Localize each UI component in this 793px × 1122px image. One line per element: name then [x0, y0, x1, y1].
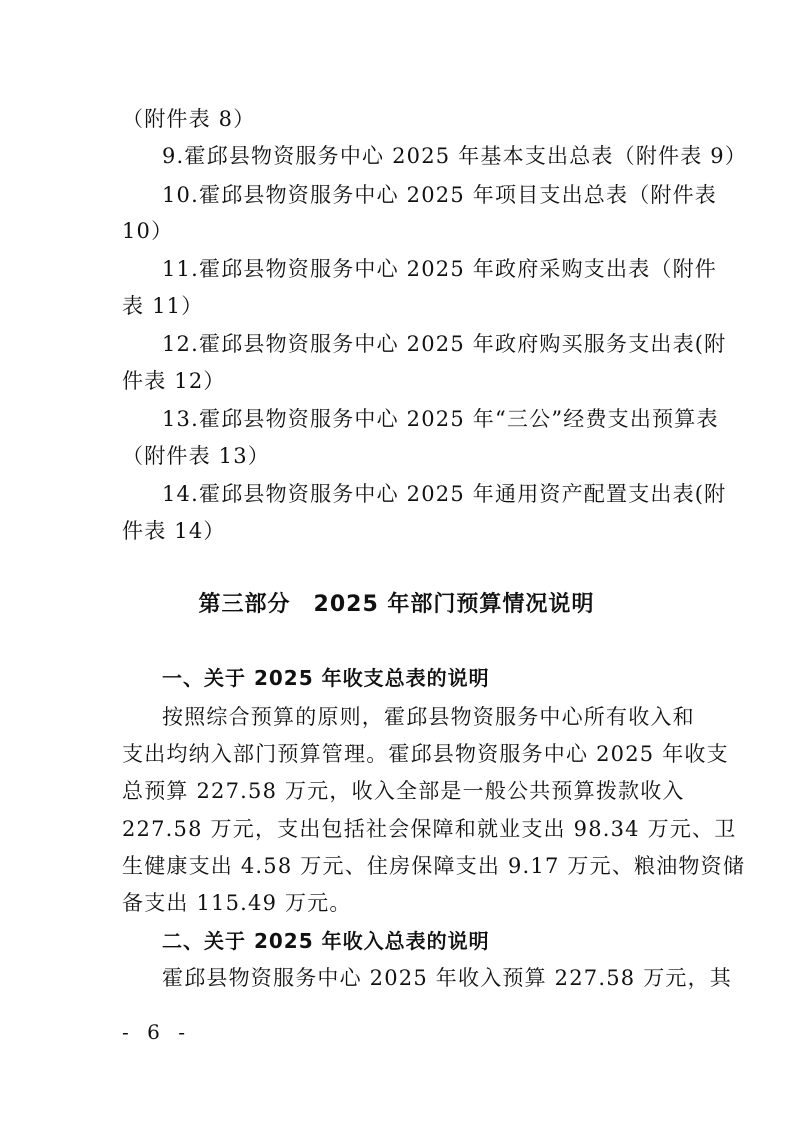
list-line-item-10: 10.霍邱县物资服务中心 2025 年项目支出总表（附件表 — [162, 183, 717, 207]
list-line-attachment-8: （附件表 8） — [122, 107, 256, 131]
part-title: 第三部分 2025 年部门预算情况说明 — [198, 592, 595, 617]
section-1-paragraph-line: 227.58 万元，支出包括社会保障和就业支出 98.34 万元、卫 — [122, 817, 737, 841]
list-line-item-13-cont: （附件表 13） — [122, 444, 270, 468]
list-line-item-12-cont: 件表 12） — [122, 369, 226, 393]
list-line-item-9: 9.霍邱县物资服务中心 2025 年基本支出总表（附件表 9） — [162, 144, 748, 168]
list-line-item-12: 12.霍邱县物资服务中心 2025 年政府购买服务支出表(附 — [162, 332, 727, 356]
section-2-paragraph-line: 霍邱县物资服务中心 2025 年收入预算 227.58 万元，其 — [162, 966, 733, 990]
section-1-paragraph-line: 总预算 227.58 万元，收入全部是一般公共预算拨款收入 — [122, 779, 685, 803]
list-line-item-10-cont: 10） — [122, 219, 174, 243]
list-line-item-13: 13.霍邱县物资服务中心 2025 年“三公”经费支出预算表 — [162, 407, 719, 431]
page-number: - 6 - — [122, 1020, 191, 1044]
list-line-item-14: 14.霍邱县物资服务中心 2025 年通用资产配置支出表(附 — [162, 482, 727, 506]
list-line-item-14-cont: 件表 14） — [122, 519, 226, 543]
list-line-item-11-cont: 表 11） — [122, 294, 204, 318]
section-1-paragraph-line: 备支出 115.49 万元。 — [122, 891, 352, 915]
section-1-paragraph-line: 支出均纳入部门预算管理。霍邱县物资服务中心 2025 年收支 — [122, 742, 729, 766]
section-2-heading: 二、关于 2025 年收入总表的说明 — [162, 929, 490, 953]
list-line-item-11: 11.霍邱县物资服务中心 2025 年政府采购支出表（附件 — [162, 257, 717, 281]
section-1-heading: 一、关于 2025 年收支总表的说明 — [162, 666, 490, 690]
section-1-paragraph-line: 生健康支出 4.58 万元、住房保障支出 9.17 万元、粮油物资储 — [122, 854, 746, 878]
section-1-paragraph-line: 按照综合预算的原则，霍邱县物资服务中心所有收入和 — [162, 705, 695, 729]
